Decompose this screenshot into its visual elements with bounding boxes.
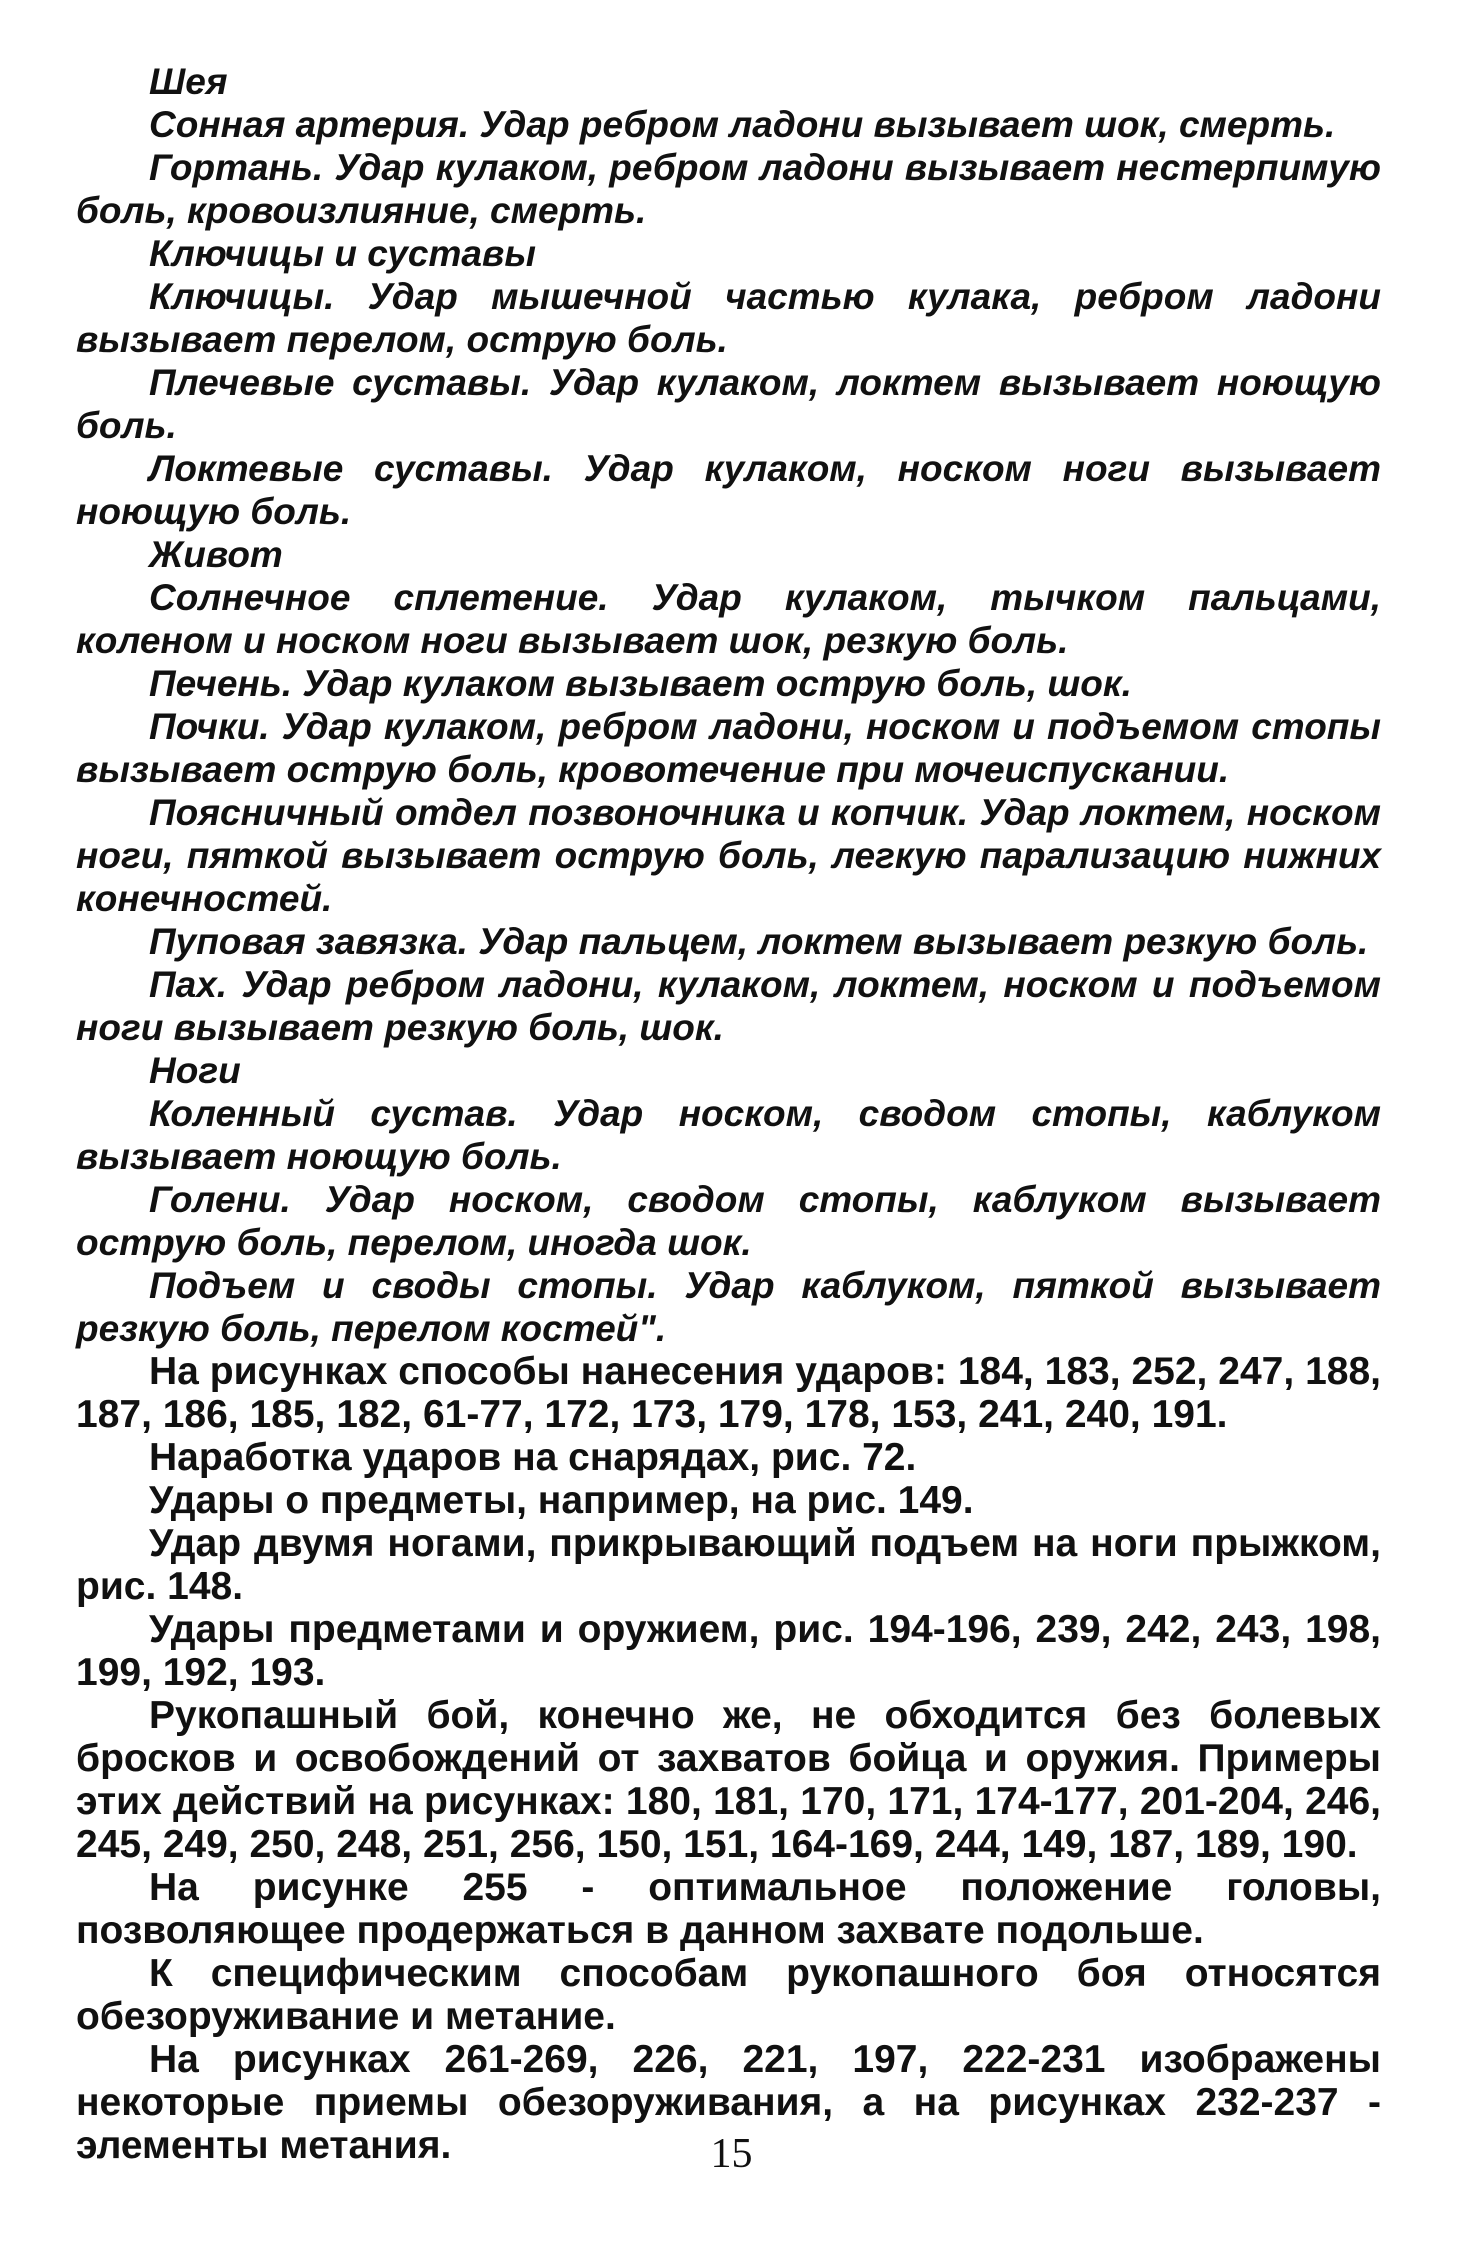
paragraph: Коленный сустав. Удар носком, сводом стопы, каблуком вызывает ноющую боль.	[76, 1093, 1381, 1177]
paragraph: Солнечное сплетение. Удар кулаком, тычком пальцами, коленом и носком ноги вызывает шок, резкую боль.	[76, 577, 1381, 661]
page-number: 15	[710, 2131, 753, 2177]
paragraph: Подъем и своды стопы. Удар каблуком, пяткой вызывает резкую боль, перелом костей".	[76, 1265, 1381, 1349]
paragraph: Печень. Удар кулаком вызывает острую боль, шок.	[149, 663, 1132, 704]
paragraph: Плечевые суставы. Удар кулаком, локтем вызывает ноющую боль.	[76, 362, 1381, 446]
section-heading-clavicles: Ключицы и суставы	[149, 233, 536, 274]
page-text	[76, 60, 1381, 2167]
paragraph: Голени. Удар носком, сводом стопы, каблуком вызывает острую боль, перелом, иногда шок.	[76, 1179, 1381, 1263]
paragraph: К специфическим способам рукопашного боя относятся обезоруживание и метание.	[76, 1952, 1381, 2038]
body-text	[76, 1350, 1381, 2167]
section-heading-abdomen: Живот	[149, 534, 283, 575]
paragraph: На рисунках 261-269, 226, 221, 197, 222-231 изображены некоторые приемы обезоруживания, а на рисунках 232-237 - элементы метания.	[76, 2038, 1381, 2167]
paragraph: Гортань. Удар кулаком, ребром ладони вызывает нестерпимую боль, кровоизлияние, смерть.	[76, 147, 1381, 231]
paragraph: Рукопашный бой, конечно же, не обходится без болевых бросков и освобождений от захватов бойца и оружия. Примеры этих действий на рисунках: 180, 181, 170, 171, 174-177, 201-204, 246, 245, 249, 250, 248, 251, 256, 150, 151, 164-169, 244, 149, 187, 189, 190.	[76, 1694, 1381, 1866]
paragraph: Наработка ударов на снарядах, рис. 72.	[149, 1436, 917, 1479]
paragraph: Почки. Удар кулаком, ребром ладони, носком и подъемом стопы вызывает острую боль, кровотечение при мочеиспускании.	[76, 706, 1381, 790]
section-heading-legs: Ноги	[149, 1050, 241, 1091]
paragraph: Сонная артерия. Удар ребром ладони вызывает шок, смерть.	[149, 104, 1336, 145]
paragraph: На рисунках способы нанесения ударов: 184, 183, 252, 247, 188, 187, 186, 185, 182, 61-77, 172, 173, 179, 178, 153, 241, 240, 191.	[76, 1350, 1381, 1436]
paragraph: Поясничный отдел позвоночника и копчик. Удар локтем, носком ноги, пяткой вызывает острую боль, легкую парализацию нижних конечностей.	[76, 792, 1381, 919]
italic-list	[76, 60, 1381, 1350]
section-heading-neck: Шея	[149, 61, 228, 102]
paragraph: Удары предметами и оружием, рис. 194-196, 239, 242, 243, 198, 199, 192, 193.	[76, 1608, 1381, 1694]
paragraph: Локтевые суставы. Удар кулаком, носком ноги вызывает ноющую боль.	[76, 448, 1381, 532]
paragraph: Удар двумя ногами, прикрывающий подъем на ноги прыжком, рис. 148.	[76, 1522, 1381, 1608]
paragraph: Ключицы. Удар мышечной частью кулака, ребром ладони вызывает перелом, острую боль.	[76, 276, 1381, 360]
paragraph: Пах. Удар ребром ладони, кулаком, локтем, носком и подъемом ноги вызывает резкую боль, шок.	[76, 964, 1381, 1048]
paragraph: Удары о предметы, например, на рис. 149.	[149, 1479, 974, 1522]
paragraph: Пуповая завязка. Удар пальцем, локтем вызывает резкую боль.	[149, 921, 1369, 962]
paragraph: На рисунке 255 - оптимальное положение головы, позволяющее продержаться в данном захвате подольше.	[76, 1866, 1381, 1952]
